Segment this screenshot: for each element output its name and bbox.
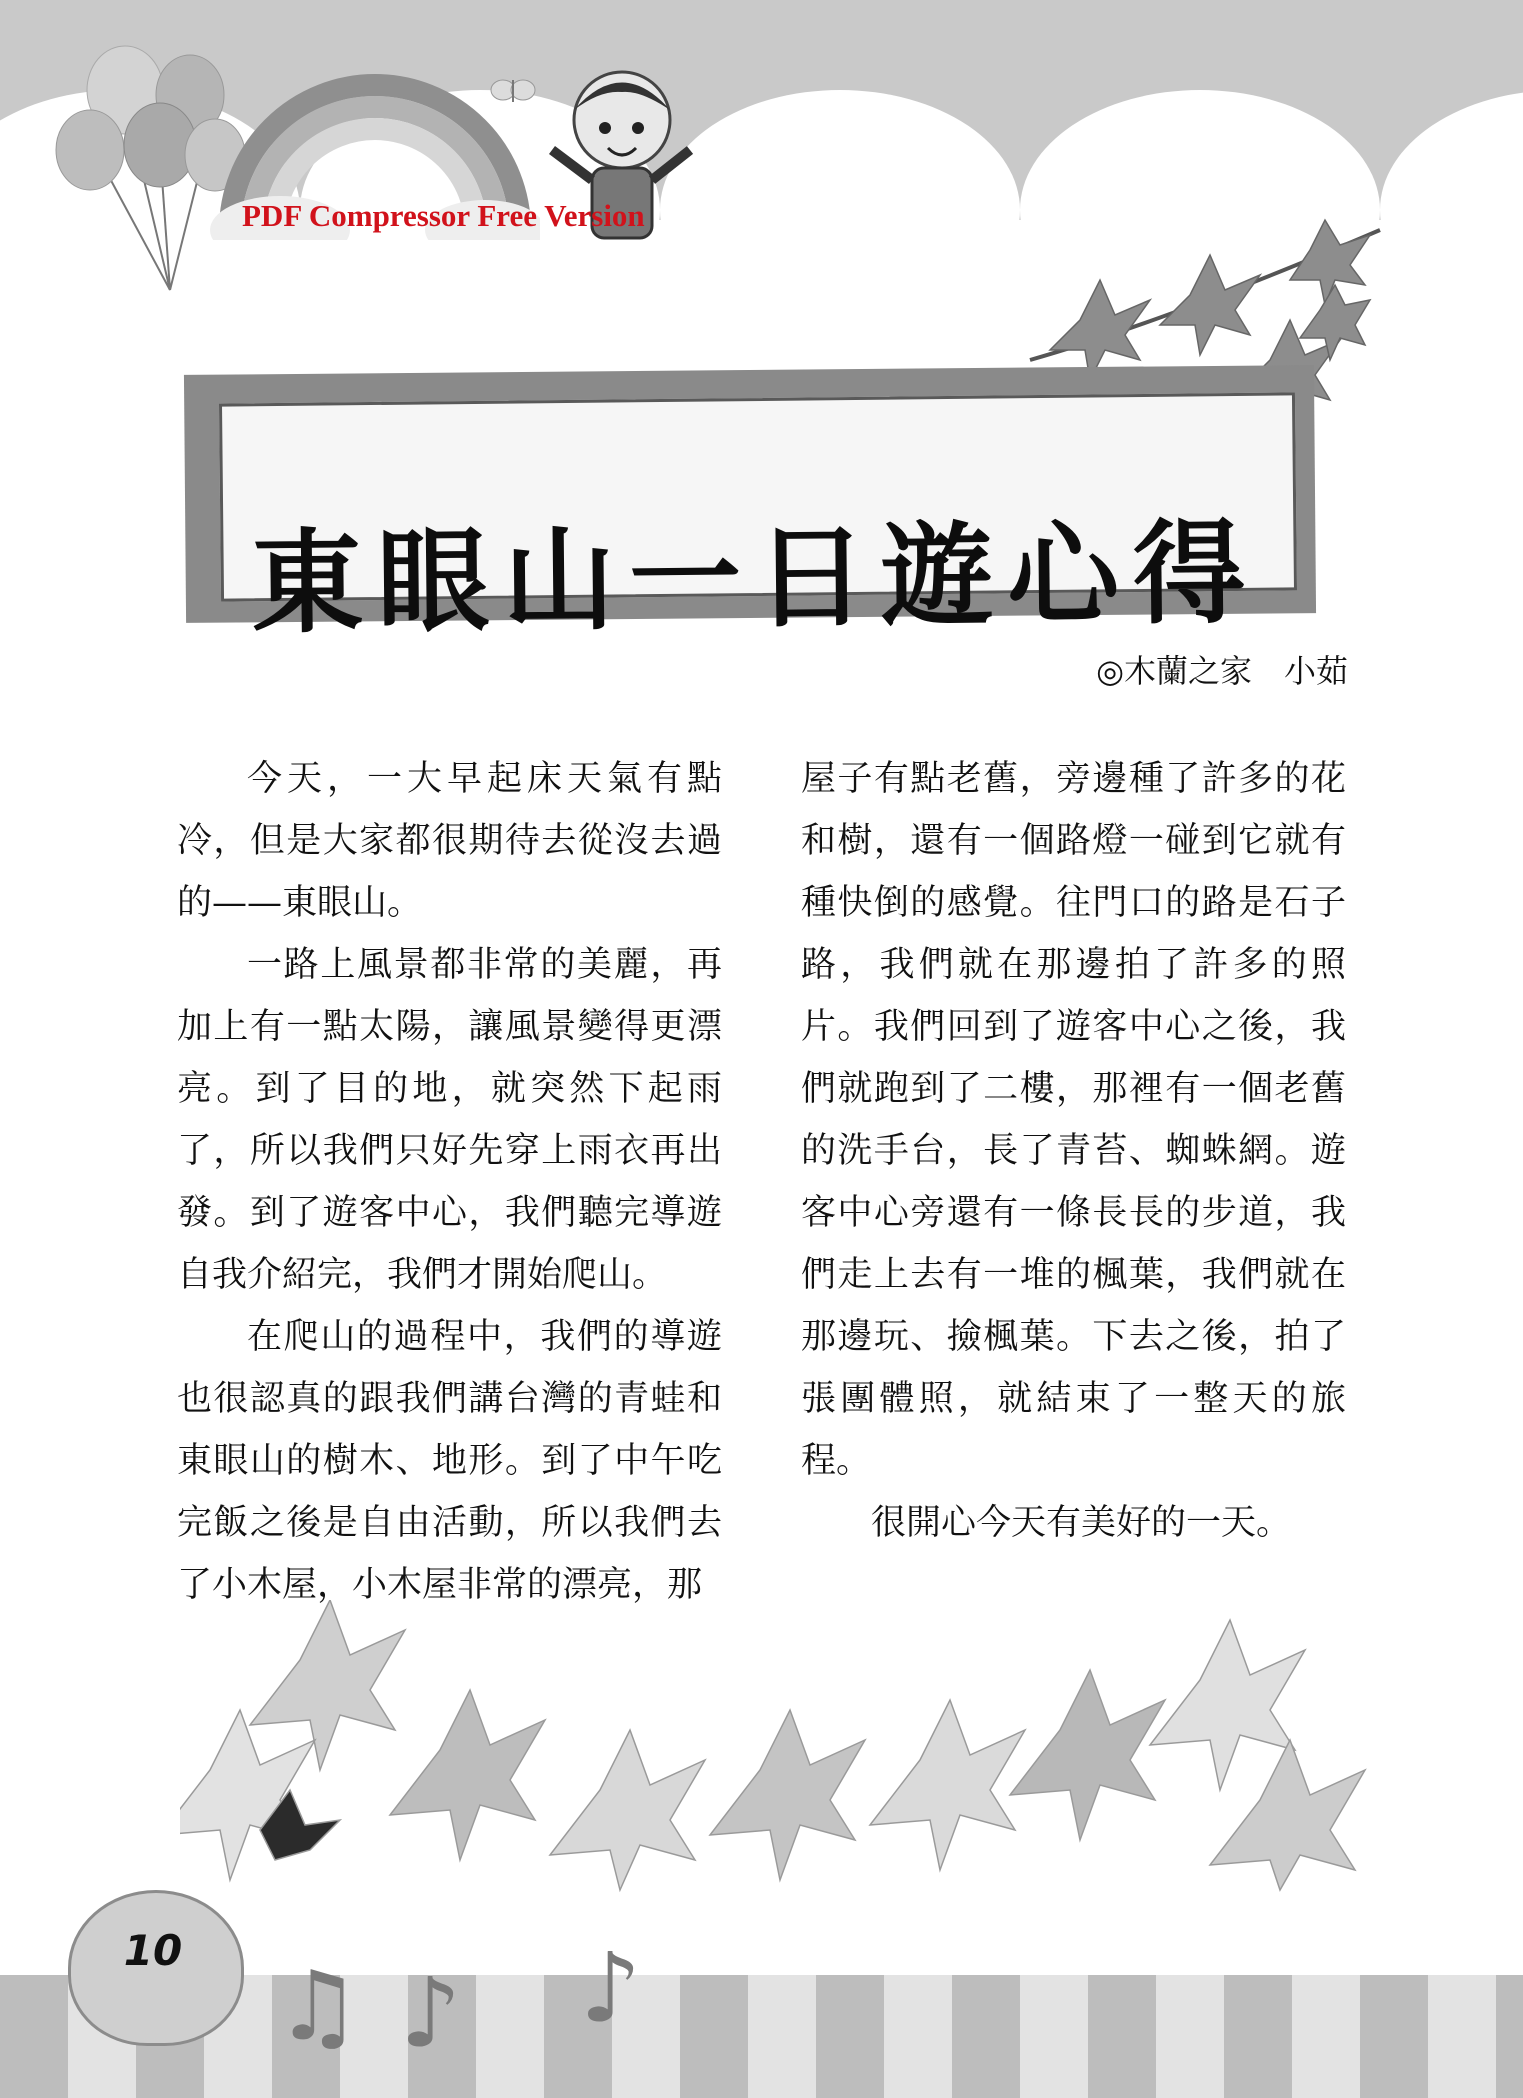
paragraph: 今天，一大早起床天氣有點冷，但是大家都很期待去從沒去過的——東眼山。	[177, 759, 722, 923]
author-byline: ◎木蘭之家 小茹	[1096, 652, 1348, 690]
music-note-icon: ♪	[400, 1957, 462, 2069]
paragraph: 很開心今天有美好的一天。	[871, 1503, 1292, 1543]
butterfly-illustration	[488, 70, 538, 110]
butterfly-icon	[491, 80, 535, 102]
maple-leaves-icon	[180, 1600, 1365, 1890]
paragraph: 屋子有點老舊，旁邊種了許多的花和樹，還有一個路燈一碰到它就有種快倒的感覺。往門口的路是石子路，我們就在那邊拍了許多的照片。我們回到了遊客中心之後，我們就跑到了二樓，那裡有一個老舊的洗手台，長了青苔、蜘蛛網。遊客中心旁還有一條長長的步道，我們走上去有一堆的楓葉，我們就在那邊玩、撿楓葉。下去之後，拍了張團體照，就結束了一整天的旅程。	[801, 759, 1346, 1481]
paragraph: 在爬山的過程中，我們的導遊也很認真的跟我們講台灣的青蛙和東眼山的樹木、地形。到了中午吃完飯之後是自由活動，所以我們去了小木屋，小木屋非常的漂亮，那	[177, 1317, 722, 1605]
watermark-text: PDF Compressor Free Version	[242, 198, 645, 233]
left-text-column	[177, 748, 722, 1616]
music-note-icon: ♪	[580, 1932, 642, 2044]
right-text-column	[801, 748, 1346, 1554]
page-number: 10	[123, 1926, 183, 1975]
paragraph: 一路上風景都非常的美麗，再加上有一點太陽，讓風景變得更漂亮。到了目的地，就突然下起雨了，所以我們只好先穿上雨衣再出發。到了遊客中心，我們聽完導遊自我介紹完，我們才開始爬山。	[177, 945, 722, 1295]
music-note-icon: ♫	[275, 1950, 362, 2062]
maple-leaves-illustration	[180, 1600, 1410, 1900]
article-title: 東眼山一日遊心得	[250, 508, 1260, 649]
